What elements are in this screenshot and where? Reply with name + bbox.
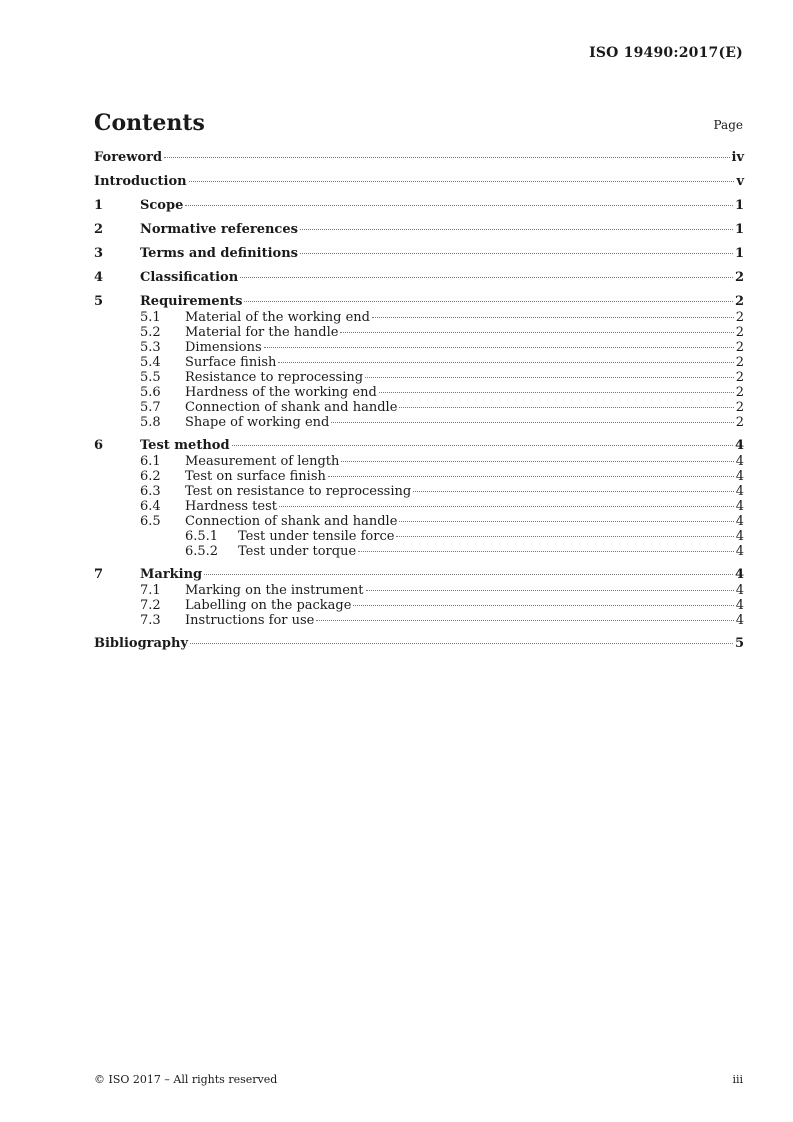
toc-entry-title: Measurement of length	[185, 454, 340, 469]
toc-entry-page: 2	[735, 415, 744, 430]
toc-entry-title: Resistance to reprocessing	[185, 370, 364, 385]
toc-entry[interactable]	[94, 325, 744, 340]
toc-dot-leader	[396, 536, 733, 537]
toc-entry-number: 7	[94, 567, 104, 582]
toc-entry-number: 6	[94, 438, 104, 453]
toc-entry[interactable]	[94, 400, 744, 415]
toc-entry-page: 2	[735, 400, 744, 415]
toc-entry[interactable]	[94, 484, 744, 499]
toc-entry[interactable]	[94, 544, 744, 559]
toc-entry-page: 2	[735, 340, 744, 355]
toc-entry-page: v	[736, 174, 744, 189]
toc-dot-leader	[278, 362, 733, 363]
toc-dot-leader	[328, 476, 734, 477]
toc-entry-number: 5.5	[140, 370, 161, 385]
toc-dot-leader	[399, 521, 733, 522]
toc-entry-number: 6.1	[140, 454, 161, 469]
toc-entry-title: Material for the handle	[185, 325, 339, 340]
toc-dot-leader	[185, 205, 733, 206]
toc-entry-page: 4	[735, 544, 744, 559]
toc-entry[interactable]	[94, 583, 744, 598]
toc-entry-title: Requirements	[140, 294, 243, 309]
toc-entry[interactable]	[94, 613, 744, 628]
toc-entry-page: iv	[731, 150, 744, 165]
toc-entry-page: 2	[735, 310, 744, 325]
toc-dot-leader	[331, 422, 733, 423]
toc-entry-title: Hardness of the working end	[185, 385, 377, 400]
toc-entry[interactable]	[94, 514, 744, 529]
toc-entry-page: 1	[734, 246, 744, 261]
toc-dot-leader	[164, 157, 729, 158]
toc-entry-title: Scope	[140, 198, 184, 213]
toc-entry-number: 6.5.1	[185, 529, 219, 544]
toc-entry[interactable]	[94, 469, 744, 484]
toc-dot-leader	[279, 506, 734, 507]
toc-dot-leader	[240, 277, 733, 278]
toc-entry[interactable]	[94, 355, 744, 370]
toc-entry-page: 4	[734, 438, 744, 453]
toc-dot-leader	[379, 392, 734, 393]
toc-entry[interactable]	[94, 222, 744, 238]
toc-entry-page: 4	[735, 499, 744, 514]
toc-dot-leader	[372, 317, 734, 318]
toc-entry-number: 5.1	[140, 310, 161, 325]
toc-entry-page: 2	[734, 270, 744, 285]
toc-dot-leader	[300, 253, 733, 254]
toc-entry[interactable]	[94, 198, 744, 214]
contents-title: Contents	[94, 110, 205, 136]
toc-dot-leader	[340, 332, 733, 333]
toc-entry-number: 5.4	[140, 355, 161, 370]
toc-entry-page: 5	[734, 636, 744, 651]
toc-entry-number: 3	[94, 246, 104, 261]
toc-entry[interactable]	[94, 567, 744, 583]
toc-dot-leader	[413, 491, 734, 492]
toc-entry-number: 6.4	[140, 499, 161, 514]
toc-entry-page: 2	[734, 294, 744, 309]
toc-entry-number: 6.5.2	[185, 544, 219, 559]
toc-dot-leader	[353, 605, 733, 606]
toc-entry-title: Material of the working end	[185, 310, 371, 325]
toc-entry[interactable]	[94, 385, 744, 400]
toc-entry-page: 4	[735, 484, 744, 499]
toc-entry-page: 4	[735, 529, 744, 544]
toc-dot-leader	[366, 590, 734, 591]
toc-entry-number: 5.6	[140, 385, 161, 400]
toc-entry-page: 4	[735, 469, 744, 484]
toc-entry[interactable]	[94, 294, 744, 310]
toc-entry-title: Foreword	[94, 150, 163, 165]
toc-entry[interactable]	[94, 415, 744, 430]
toc-entry-number: 5.2	[140, 325, 161, 340]
toc-dot-leader	[204, 574, 733, 575]
toc-entry-title: Instructions for use	[185, 613, 315, 628]
toc-entry-title: Connection of shank and handle	[185, 400, 398, 415]
copyright-notice: © ISO 2017 – All rights reserved	[94, 1073, 278, 1086]
toc-entry-title: Connection of shank and handle	[185, 514, 398, 529]
toc-entry[interactable]	[94, 499, 744, 514]
toc-dot-leader	[341, 461, 733, 462]
toc-entry-page: 1	[734, 222, 744, 237]
toc-entry-title: Test on resistance to reprocessing	[185, 484, 412, 499]
toc-entry-page: 2	[735, 370, 744, 385]
toc-entry-title: Test under tensile force	[238, 529, 395, 544]
toc-entry[interactable]	[94, 310, 744, 325]
toc-entry[interactable]	[94, 246, 744, 262]
toc-entry-title: Dimensions	[185, 340, 262, 355]
toc-entry[interactable]	[94, 150, 744, 166]
toc-entry[interactable]	[94, 438, 744, 454]
document-id: ISO 19490:2017(E)	[589, 45, 743, 61]
toc-entry-number: 7.3	[140, 613, 161, 628]
toc-entry-page: 4	[735, 514, 744, 529]
page-column-label: Page	[713, 118, 743, 132]
toc-dot-leader	[244, 301, 732, 302]
page-number: iii	[732, 1073, 743, 1086]
toc-entry-number: 6.5	[140, 514, 161, 529]
toc-entry-title: Test on surface finish	[185, 469, 326, 484]
toc-entry-title: Surface finish	[185, 355, 277, 370]
toc-entry-number: 6.2	[140, 469, 161, 484]
toc-entry[interactable]	[94, 340, 744, 355]
toc-entry-title: Shape of working end	[185, 415, 330, 430]
toc-entry-page: 4	[735, 583, 744, 598]
toc-entry[interactable]	[94, 598, 744, 613]
toc-entry-number: 5	[94, 294, 104, 309]
toc-entry-number: 1	[94, 198, 104, 213]
toc-entry-number: 2	[94, 222, 104, 237]
toc-dot-leader	[399, 407, 733, 408]
toc-entry-title: Terms and definitions	[140, 246, 298, 261]
toc-entry-title: Introduction	[94, 174, 187, 189]
toc-entry[interactable]	[94, 174, 744, 190]
toc-entry-page: 4	[735, 454, 744, 469]
toc-entry[interactable]	[94, 529, 744, 544]
toc-entry[interactable]	[94, 370, 744, 385]
toc-dot-leader	[264, 347, 734, 348]
toc-entry[interactable]	[94, 636, 744, 652]
toc-dot-leader	[189, 181, 735, 182]
toc-entry-number: 5.3	[140, 340, 161, 355]
toc-entry-page: 4	[735, 613, 744, 628]
toc-dot-leader	[232, 445, 733, 446]
toc-entry-title: Marking on the instrument	[185, 583, 364, 598]
toc-dot-leader	[190, 643, 733, 644]
toc-entry-title: Hardness test	[185, 499, 277, 514]
toc-entry-page: 2	[735, 385, 744, 400]
toc-dot-leader	[358, 551, 734, 552]
toc-entry-page: 4	[734, 567, 744, 582]
toc-entry-title: Classification	[140, 270, 239, 285]
toc-entry-page: 4	[735, 598, 744, 613]
toc-entry-title: Bibliography	[94, 636, 189, 651]
toc-entry-title: Test under torque	[238, 544, 357, 559]
toc-entry-number: 5.8	[140, 415, 161, 430]
toc-entry-title: Test method	[140, 438, 230, 453]
toc-entry-title: Normative references	[140, 222, 298, 237]
toc-entry-number: 6.3	[140, 484, 161, 499]
toc-entry-page: 2	[735, 325, 744, 340]
toc-entry[interactable]	[94, 270, 744, 286]
table-of-contents	[94, 150, 744, 652]
toc-dot-leader	[365, 377, 734, 378]
toc-dot-leader	[316, 620, 733, 621]
toc-entry-number: 7.1	[140, 583, 161, 598]
toc-entry-number: 4	[94, 270, 104, 285]
toc-dot-leader	[300, 229, 733, 230]
toc-entry-number: 5.7	[140, 400, 161, 415]
toc-entry-page: 2	[735, 355, 744, 370]
toc-entry[interactable]	[94, 454, 744, 469]
toc-entry-page: 1	[734, 198, 744, 213]
toc-entry-title: Marking	[140, 567, 203, 582]
toc-entry-number: 7.2	[140, 598, 161, 613]
toc-entry-title: Labelling on the package	[185, 598, 352, 613]
